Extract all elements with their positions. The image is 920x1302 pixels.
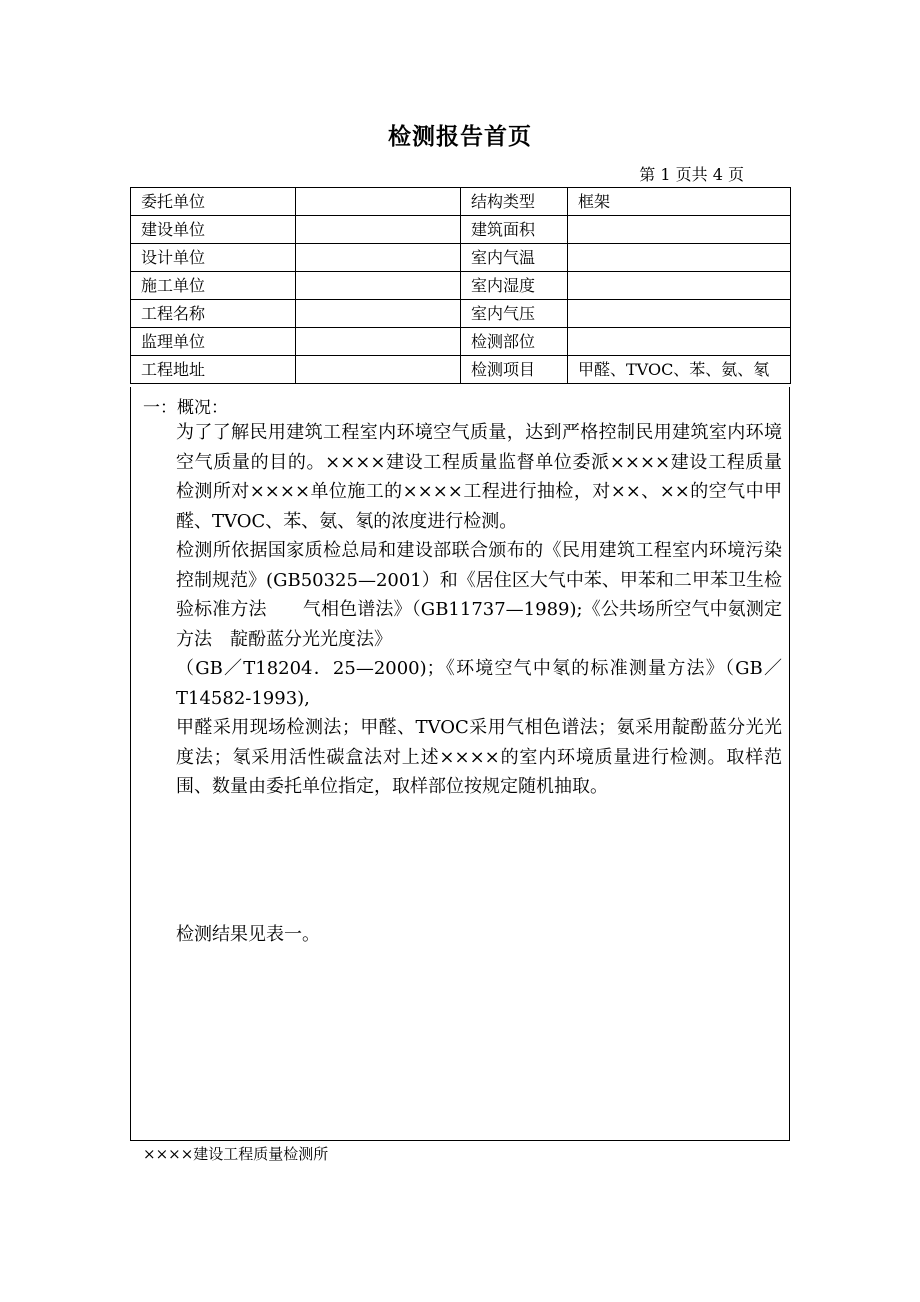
overview-paragraph-standards: 检测所依据国家质检总局和建设部联合颁布的《民用建筑工程室内环境污染控制规范》(GB50325—2001）和《居住区大气中苯、甲苯和二甲苯卫生检验标准方法 气相色谱法》（GB11737—1989);《公共场所空气中氨测定方法 靛酚蓝分光光度法》 [176,540,782,650]
label-design-unit: 设计单位 [131,244,296,272]
label-test-location: 检测部位 [461,328,568,356]
label-client-unit: 委托单位 [131,188,296,216]
overview-paragraph-standards-cont: （GB／T18204．25—2000)；《环境空气中氡的标准测量方法》（GB／T14582-1993), [176,658,782,709]
label-structure-type: 结构类型 [461,188,568,216]
table-row [131,188,791,216]
table-row [131,300,791,328]
label-test-items: 检测项目 [461,356,568,384]
project-info-table [130,187,791,384]
table-row [131,328,791,356]
value-indoor-temperature [568,244,791,272]
footer-organization: ××××建设工程质量检测所 [143,1145,329,1163]
value-test-location [568,328,791,356]
label-project-address: 工程地址 [131,356,296,384]
value-floor-area [568,216,791,244]
value-project-address [296,356,461,384]
overview-heading: 一：概况： [143,398,228,418]
overview-paragraph-methods: 甲醛采用现场检测法；甲醛、TVOC采用气相色谱法；氨采用靛酚蓝分光光度法；氡采用活性碳盒法对上述××××的室内环境质量进行检测。取样范围、数量由委托单位指定，取样部位按规定随机抽取。 [176,717,782,797]
label-indoor-humidity: 室内湿度 [461,272,568,300]
page-number: 第 1 页共 4 页 [639,165,744,184]
table-row [131,216,791,244]
label-construction-owner: 建设单位 [131,216,296,244]
overview-section [130,387,790,1141]
label-contractor: 施工单位 [131,272,296,300]
value-indoor-humidity [568,272,791,300]
value-indoor-pressure [568,300,791,328]
result-note: 检测结果见表一。 [176,924,320,945]
value-structure-type: 框架 [568,188,791,216]
label-project-name: 工程名称 [131,300,296,328]
label-floor-area: 建筑面积 [461,216,568,244]
value-contractor [296,272,461,300]
label-indoor-temperature: 室内气温 [461,244,568,272]
value-client-unit [296,188,461,216]
overview-text [176,418,782,802]
value-design-unit [296,244,461,272]
table-row [131,244,791,272]
report-title: 检测报告首页 [388,123,532,150]
value-supervision-unit [296,328,461,356]
label-indoor-pressure: 室内气压 [461,300,568,328]
value-project-name [296,300,461,328]
value-test-items: 甲醛、TVOC、苯、氨、氡 [568,356,791,384]
value-construction-owner [296,216,461,244]
overview-paragraph-purpose: 为了了解民用建筑工程室内环境空气质量，达到严格控制民用建筑室内环境空气质量的目的。××××建设工程质量监督单位委派××××建设工程质量检测所对××××单位施工的××××工程进行抽检，对××、××的空气中甲醛、TVOC、苯、氨、氡的浓度进行检测。 [176,422,782,532]
table-row [131,356,791,384]
table-row [131,272,791,300]
label-supervision-unit: 监理单位 [131,328,296,356]
